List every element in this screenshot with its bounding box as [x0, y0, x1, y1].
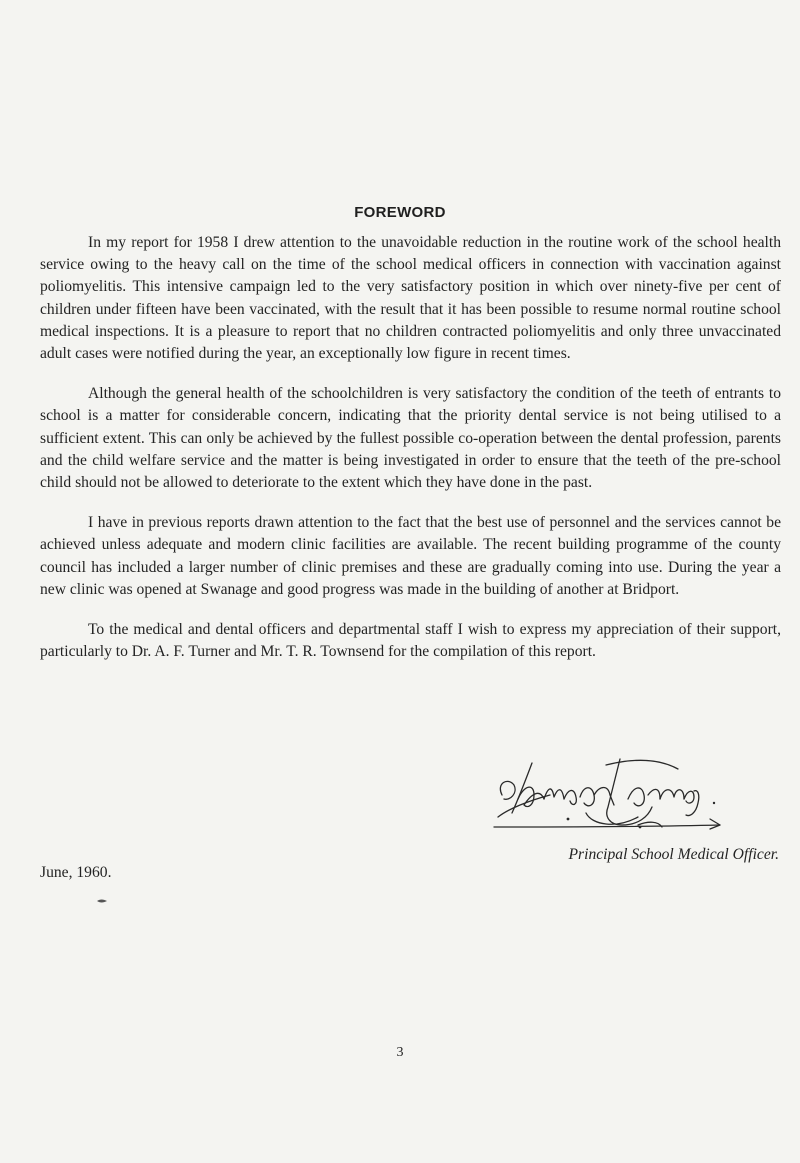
page-number: 3	[396, 1045, 404, 1060]
paragraph-1: In my report for 1958 I drew attention to the unavoidable reduction in the routine work of the school health service owing to the heavy call on the time of the school medical officers in connection with vaccination against poliomyelitis. This intensive campaign led to the very satisfactory position in which over ninety-five per cent of children under fifteen have been vaccinated, with the result that it has been possible to resume normal routine school medical inspections. It is a pleasure to report that no children contracted poliomyelitis and only three unvaccinated adult cases were notified during the year, an exceptionally low figure in recent times.	[40, 234, 781, 363]
ink-speck-icon	[97, 899, 107, 903]
paragraph-3: I have in previous reports drawn attention to the fact that the best use of personnel and the services cannot be achieved unless adequate and modern clinic facilities are available. The recent building programme of the county council has included a larger number of clinic premises and these are gradually coming into use. During the year a new clinic was opened at Swanage and good progress was made in the building of another at Bridport.	[40, 514, 781, 598]
page-title: FOREWORD	[354, 204, 446, 221]
paragraph-2: Although the general health of the schoolchildren is very satisfactory the condition of the teeth of entrants to school is a matter for considerable concern, indicating that the priority dental service is not being utilised to a sufficient extent. This can only be achieved by the fullest possible co-operation between the dental profession, parents and the child welfare service and the matter is being investigated in order to ensure that the teeth of the pre-school child should not be allowed to deteriorate to the extent which they have done in the past.	[40, 385, 781, 492]
report-date: June, 1960.	[40, 864, 112, 881]
signature-title: Principal School Medical Officer.	[568, 846, 779, 863]
foreword-body	[40, 232, 781, 681]
signature-icon	[488, 755, 728, 845]
paragraph-4: To the medical and dental officers and departmental staff I wish to express my appreciation of their support, particularly to Dr. A. F. Turner and Mr. T. R. Townsend for the compilation of this report.	[40, 621, 781, 661]
